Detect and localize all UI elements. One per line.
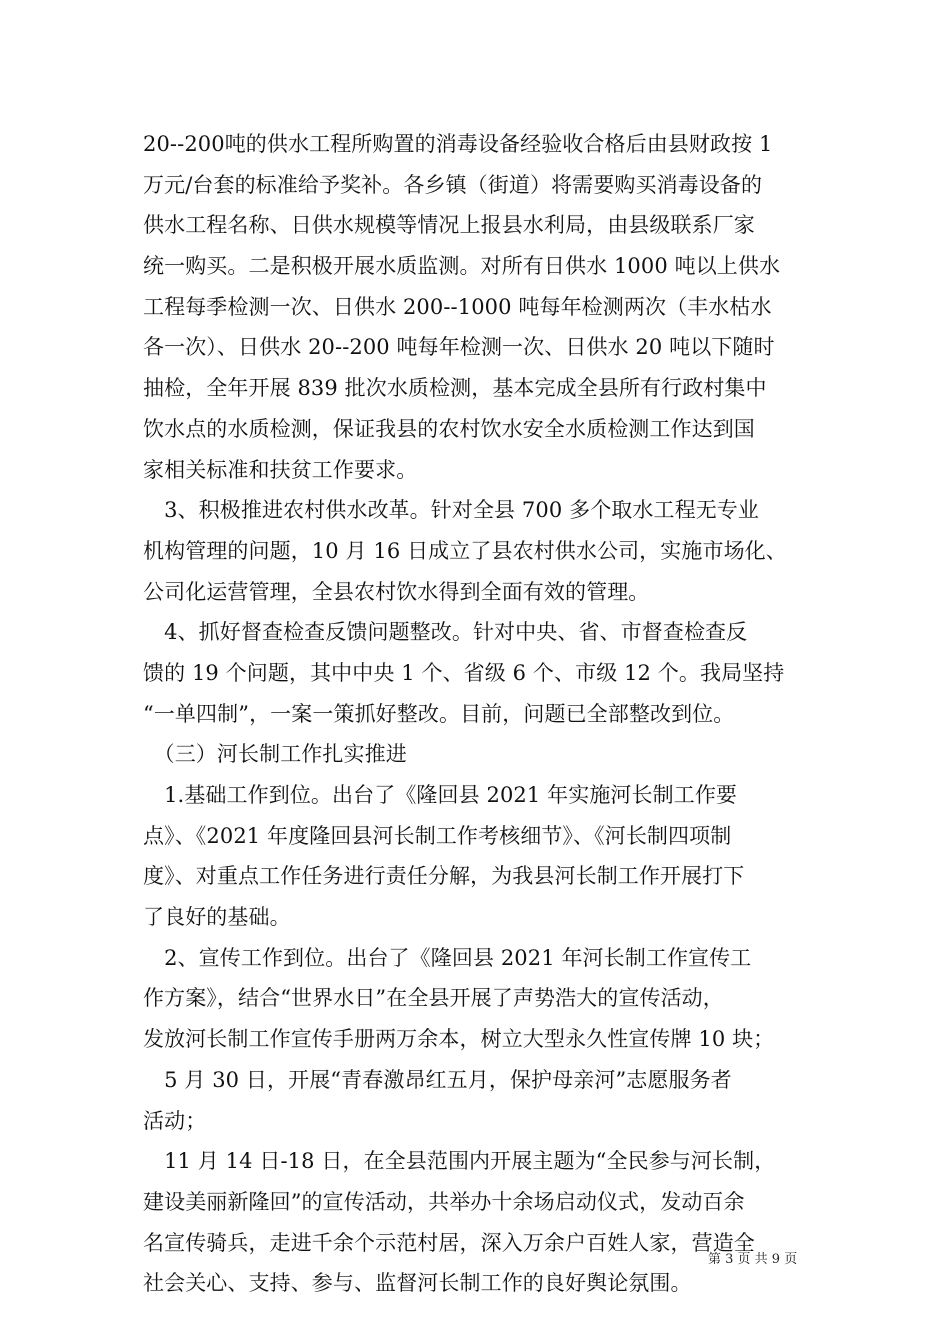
text-line: 机构管理的问题，10 月 16 日成立了县农村供水公司，实施市场化、 — [143, 538, 787, 563]
text-line: 20--200吨的供水工程所购置的消毒设备经验收合格后由县财政按 1 — [143, 132, 773, 156]
text-line: 名宣传骑兵，走进千余个示范村居，深入万余户百姓人家，营造全 — [143, 1230, 755, 1255]
text-line: 11 月 14 日-18 日，在全县范围内开展主题为“全民参与河长制， — [143, 1149, 776, 1174]
text-line: 万元/台套的标准给予奖补。各乡镇（街道）将需要购买消毒设备的 — [143, 172, 763, 197]
text-line: 度》、对重点工作任务进行责任分解，为我县河长制工作开展打下 — [143, 864, 745, 889]
text-line: 供水工程名称、日供水规模等情况上报县水利局，由县级联系厂家 — [143, 213, 755, 238]
text-line: 4、抓好督查检查反馈问题整改。针对中央、省、市督查检查反 — [143, 620, 748, 645]
page-number: 第 3 页 共 9 页 — [708, 1252, 798, 1267]
text-line: 抽检，全年开展 839 批次水质检测，基本完成全县所有行政村集中 — [143, 376, 767, 401]
text-line: 5 月 30 日，开展“青春激昂红五月，保护母亲河”志愿服务者 — [143, 1067, 732, 1092]
text-line: 了良好的基础。 — [143, 905, 291, 930]
text-line: 作方案》，结合“世界水日”在全县开展了声势浩大的宣传活动， — [143, 986, 724, 1011]
text-line: 公司化运营管理，全县农村饮水得到全面有效的管理。 — [143, 579, 650, 604]
text-line: “一单四制”，一案一策抓好整改。目前，问题已全部整改到位。 — [143, 701, 735, 726]
text-line: 发放河长制工作宣传手册两万余本，树立大型永久性宣传牌 10 块； — [143, 1027, 775, 1052]
text-line: （三）河长制工作扎实推进 — [143, 742, 407, 767]
text-line: 点》、《2021 年度隆回县河长制工作考核细节》、《河长制四项制 — [143, 823, 732, 848]
text-line: 饮水点的水质检测，保证我县的农村饮水安全水质检测工作达到国 — [143, 416, 755, 441]
text-line: 家相关标准和扶贫工作要求。 — [143, 457, 418, 482]
text-line: 各一次）、日供水 20--200 吨每年检测一次、日供水 20 吨以下随时 — [143, 335, 775, 360]
text-line: 馈的 19 个问题，其中中央 1 个、省级 6 个、市级 12 个。我局坚持 — [143, 660, 785, 685]
document-body — [143, 124, 815, 1304]
text-line: 活动； — [143, 1108, 207, 1133]
text-line: 2、宣传工作到位。出台了《隆回县 2021 年河长制工作宣传工 — [143, 945, 752, 970]
text-line: 1.基础工作到位。出台了《隆回县 2021 年实施河长制工作要 — [143, 783, 738, 807]
text-line: 建设美丽新隆回”的宣传活动，共举办十余场启动仪式，发动百余 — [143, 1189, 745, 1214]
text-line: 3、积极推进农村供水改革。针对全县 700 多个取水工程无专业 — [143, 498, 759, 523]
text-line: 工程每季检测一次、日供水 200--1000 吨每年检测两次（丰水枯水 — [143, 294, 772, 319]
text-line: 社会关心、支持、参与、监督河长制工作的良好舆论氛围。 — [143, 1271, 692, 1296]
text-line: 统一购买。二是积极开展水质监测。对所有日供水 1000 吨以上供水 — [143, 254, 781, 279]
